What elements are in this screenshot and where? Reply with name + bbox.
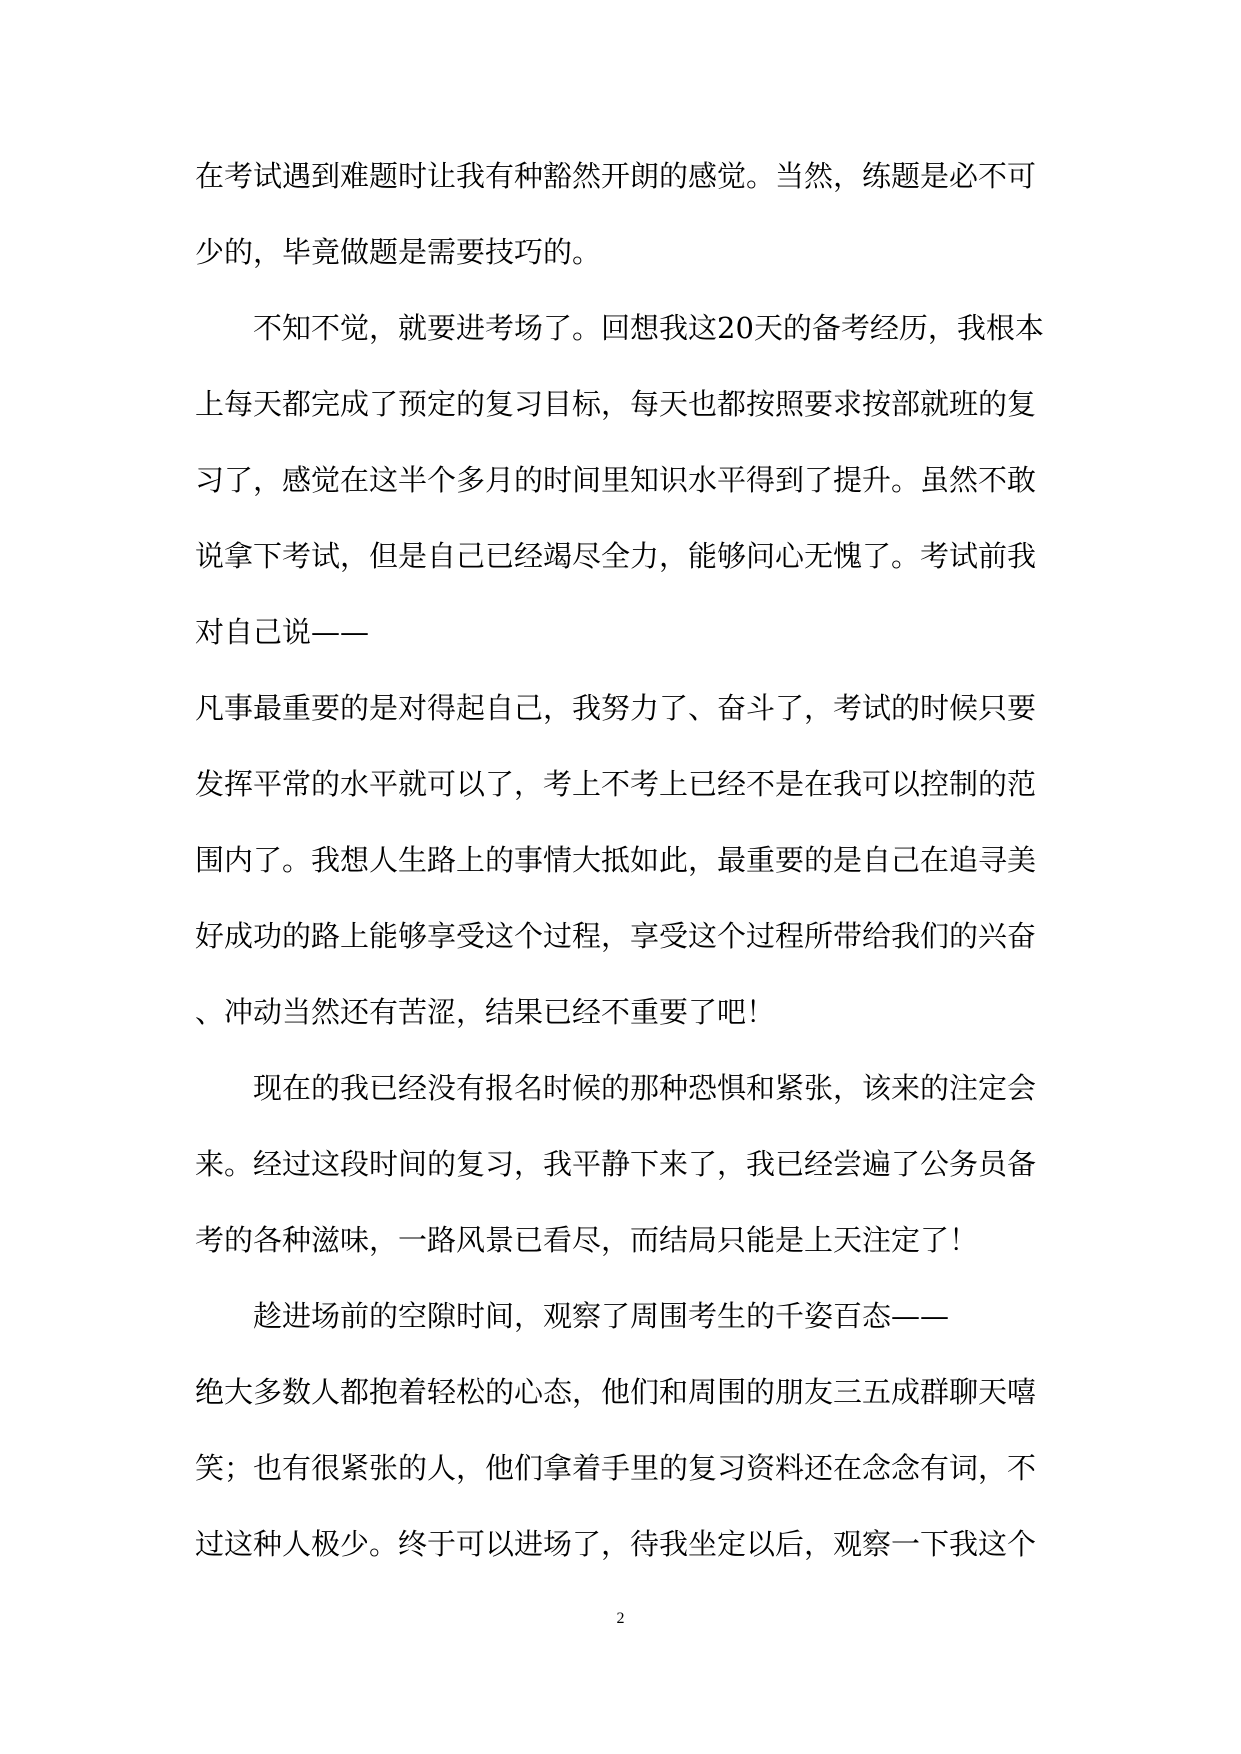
text-line: 少的，毕竟做题是需要技巧的。 [195,235,602,269]
text-line: 现在的我已经没有报名时候的那种恐惧和紧张，该来的注定会 [253,1071,1037,1105]
text-line: 在考试遇到难题时让我有种豁然开朗的感觉。当然，练题是必不可 [195,159,1037,193]
body-text [195,138,1055,1582]
text-line: 对自己说—— [195,615,370,649]
text-line: 发挥平常的水平就可以了，考上不考上已经不是在我可以控制的范 [195,767,1037,801]
text-line: 绝大多数人都抱着轻松的心态，他们和周围的朋友三五成群聊天嘻 [195,1375,1037,1409]
text-line: 说拿下考试，但是自己已经竭尽全力，能够问心无愧了。考试前我 [195,539,1037,573]
text-line: 好成功的路上能够享受这个过程，享受这个过程所带给我们的兴奋 [195,919,1037,953]
text-line: 考的各种滋味，一路风景已看尽，而结局只能是上天注定了！ [195,1223,979,1257]
text-line: 习了，感觉在这半个多月的时间里知识水平得到了提升。虽然不敢 [195,463,1037,497]
text-line: 笑；也有很紧张的人，他们拿着手里的复习资料还在念念有词，不 [195,1451,1037,1485]
text-line: 、冲动当然还有苦涩，结果已经不重要了吧！ [195,995,776,1029]
page-number: 2 [616,1610,625,1627]
text-line: 过这种人极少。终于可以进场了，待我坐定以后，观察一下我这个 [195,1527,1037,1561]
text-line: 凡事最重要的是对得起自己，我努力了、奋斗了，考试的时候只要 [195,691,1037,725]
text-line: 趁进场前的空隙时间，观察了周围考生的千姿百态—— [253,1299,950,1333]
text-line: 上每天都完成了预定的复习目标，每天也都按照要求按部就班的复 [195,387,1037,421]
text-line: 来。经过这段时间的复习，我平静下来了，我已经尝遍了公务员备 [195,1147,1037,1181]
text-line: 围内了。我想人生路上的事情大抵如此，最重要的是自己在追寻美 [195,843,1037,877]
text-line: 不知不觉，就要进考场了。回想我这20天的备考经历，我根本 [253,311,1044,345]
